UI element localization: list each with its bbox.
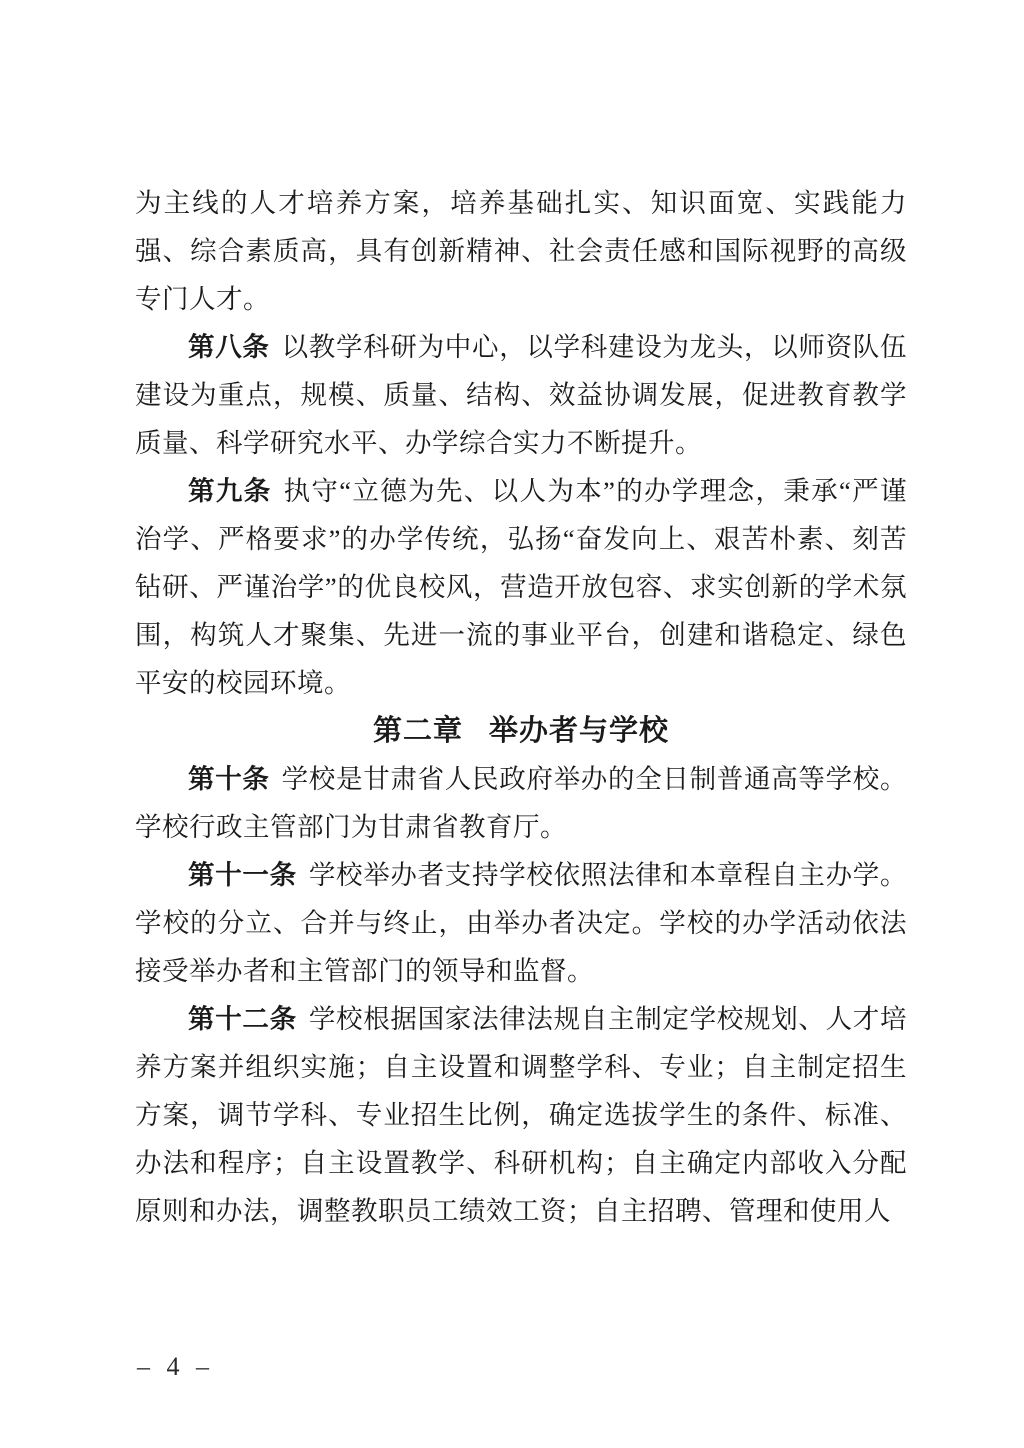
paragraph-article-9	[135, 467, 907, 707]
article-number-10: 第十条	[188, 764, 270, 794]
paragraph-text: 学校根据国家法律法规自主制定学校规划、人才培养方案并组织实施；自主设置和调整学科、专业；自主制定招生方案，调节学科、专业招生比例，确定选拔学生的条件、标准、办法和程序；自主设置教学、科研机构；自主确定内部收入分配原则和办法，调整教职员工绩效工资；自主招聘、管理和使用人	[135, 1004, 908, 1226]
paragraph-article-12	[135, 995, 907, 1235]
chapter-number: 第二章	[372, 715, 463, 747]
paragraph-article-8	[135, 323, 907, 467]
paragraph-text: 学校举办者支持学校依照法律和本章程自主办学。学校的分立、合并与终止，由举办者决定。学校的办学活动依法接受举办者和主管部门的领导和监督。	[135, 860, 908, 986]
chapter-title: 举办者与学校	[489, 715, 670, 747]
paragraph-article-11	[135, 851, 907, 995]
article-number-11: 第十一条	[188, 860, 297, 890]
article-number-12: 第十二条	[188, 1004, 297, 1034]
page-number: – 4 –	[137, 1352, 214, 1381]
article-number-8: 第八条	[188, 332, 270, 362]
page-body	[135, 179, 907, 1235]
paragraph-text: 学校是甘肃省人民政府举办的全日制普通高等学校。学校行政主管部门为甘肃省教育厅。	[135, 764, 908, 842]
paragraph-text: 执守“立德为先、以人为本”的办学理念，秉承“严谨治学、严格要求”的办学传统，弘扬“奋发向上、艰苦朴素、刻苦钻研、严谨治学”的优良校风，营造开放包容、求实创新的学术氛围，构筑人才聚集、先进一流的事业平台，创建和谐稳定、绿色平安的校园环境。	[135, 476, 907, 698]
paragraph-text: 为主线的人才培养方案，培养基础扎实、知识面宽、实践能力强、综合素质高，具有创新精神、社会责任感和国际视野的高级专门人才。	[135, 188, 907, 314]
paragraph-text: 以教学科研为中心，以学科建设为龙头，以师资队伍建设为重点，规模、质量、结构、效益协调发展，促进教育教学质量、科学研究水平、办学综合实力不断提升。	[135, 332, 908, 458]
chapter-heading	[135, 707, 907, 755]
article-number-9: 第九条	[188, 476, 272, 506]
paragraph-article-10	[135, 755, 907, 851]
paragraph-continued	[135, 179, 907, 323]
